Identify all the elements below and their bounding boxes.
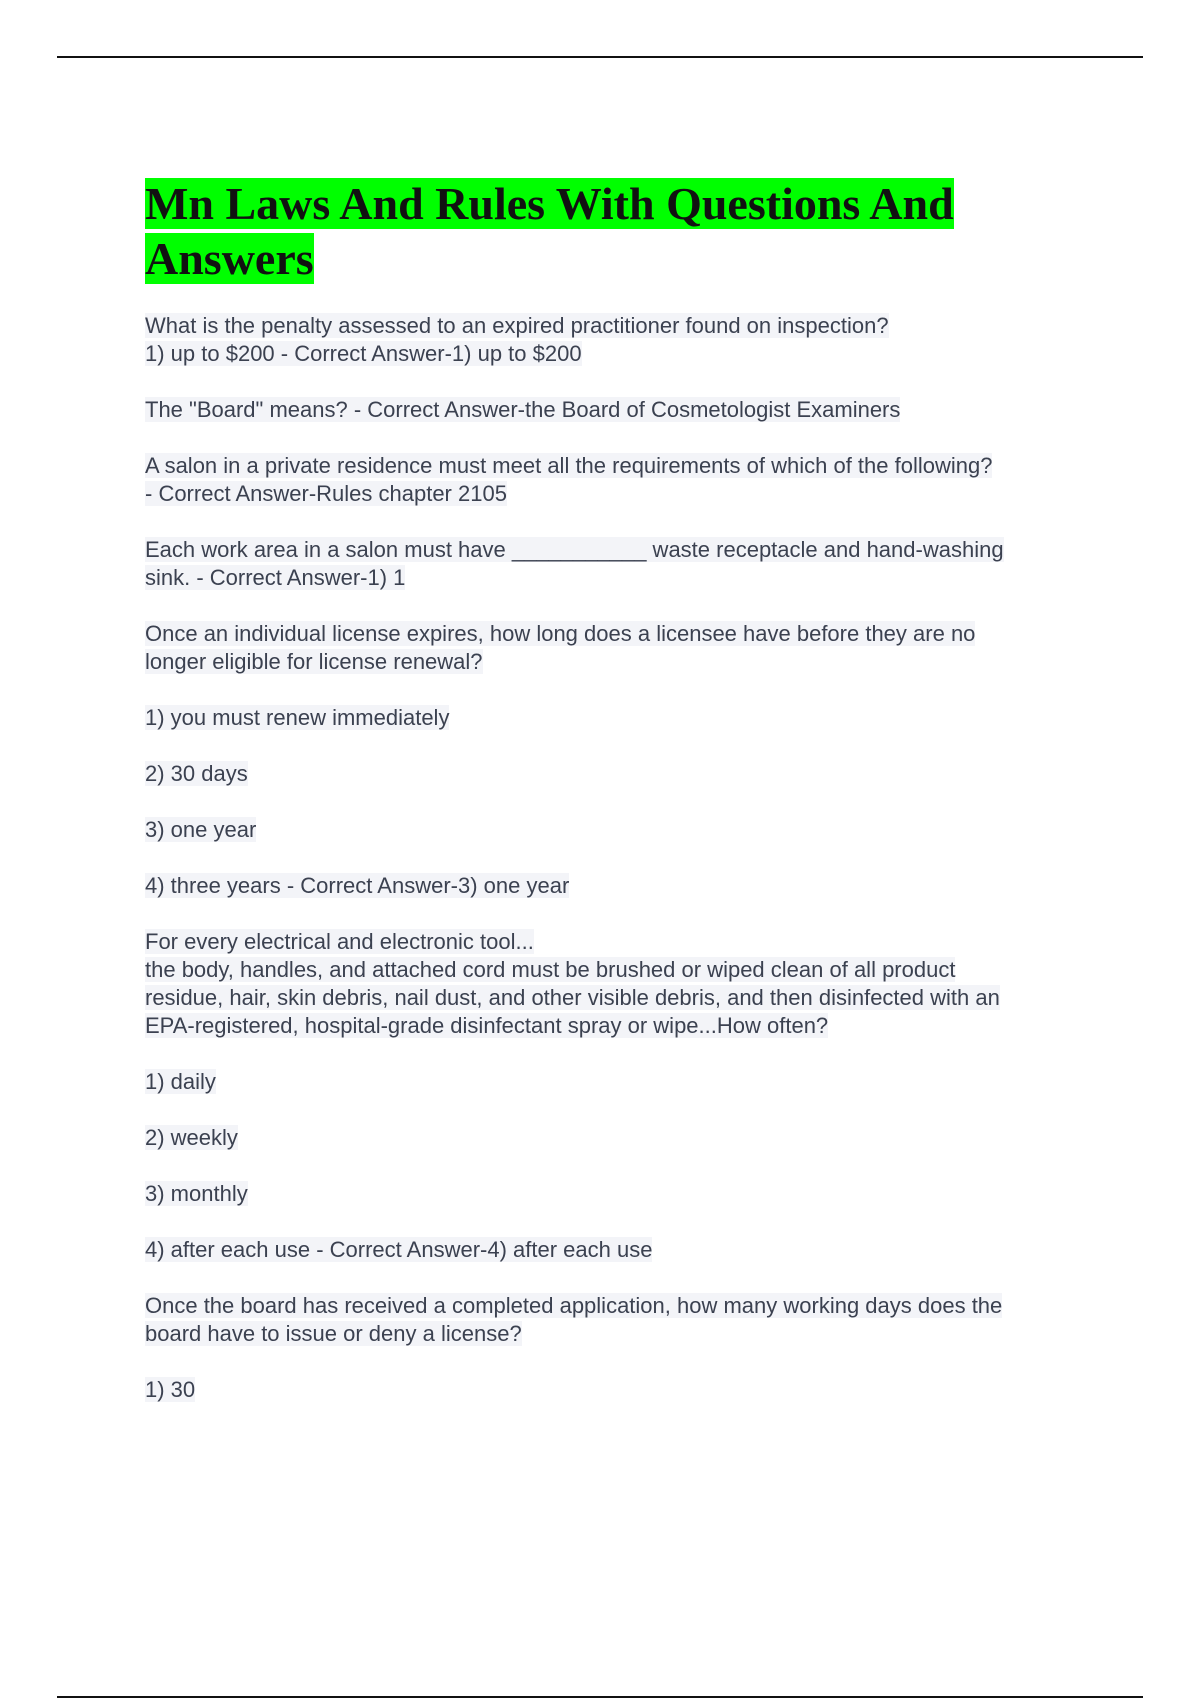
paragraph-line	[145, 1180, 1105, 1208]
paragraph-line	[145, 340, 1105, 368]
paragraph-line	[145, 1124, 1105, 1152]
paragraph-line	[145, 312, 1105, 340]
qa-paragraph	[145, 760, 1105, 788]
paragraph-line-text: For every electrical and electronic tool...	[145, 929, 534, 954]
paragraph-line-text: 1) daily	[145, 1069, 216, 1094]
paragraph-line	[145, 648, 1105, 676]
qa-paragraph	[145, 1068, 1105, 1096]
qa-paragraph	[145, 1236, 1105, 1264]
paragraph-line	[145, 1068, 1105, 1096]
paragraph-line-text: 2) 30 days	[145, 761, 248, 786]
document-title	[145, 176, 1105, 286]
paragraph-line-text: board have to issue or deny a license?	[145, 1321, 522, 1346]
paragraph-line-text: The "Board" means? - Correct Answer-the Board of Cosmetologist Examiners	[145, 397, 901, 422]
paragraph-line	[145, 1292, 1105, 1320]
qa-paragraph	[145, 1124, 1105, 1152]
paragraph-line-text: 1) up to $200 - Correct Answer-1) up to $200	[145, 341, 582, 366]
paragraph-line-text: - Correct Answer-Rules chapter 2105	[145, 481, 507, 506]
paragraph-line-text: Once an individual license expires, how long does a licensee have before they are no	[145, 621, 976, 646]
paragraph-line	[145, 816, 1105, 844]
paragraph-line-text: sink. - Correct Answer-1) 1	[145, 565, 406, 590]
document-title-text: Mn Laws And Rules With Questions And Answers	[145, 178, 954, 284]
qa-paragraph	[145, 620, 1105, 676]
qa-paragraph	[145, 704, 1105, 732]
paragraph-line-text: the body, handles, and attached cord must be brushed or wiped clean of all product	[145, 957, 956, 982]
paragraph-line-text: residue, hair, skin debris, nail dust, and other visible debris, and then disinfected with an	[145, 985, 1000, 1010]
paragraph-line	[145, 1012, 1105, 1040]
document-body	[145, 176, 1105, 1432]
top-rule	[57, 56, 1143, 58]
paragraph-line-text: 1) you must renew immediately	[145, 705, 450, 730]
paragraph-line	[145, 872, 1105, 900]
paragraph-line-text: 3) monthly	[145, 1181, 248, 1206]
qa-paragraph	[145, 928, 1105, 1040]
paragraph-line-text: 2) weekly	[145, 1125, 238, 1150]
paragraph-line	[145, 564, 1105, 592]
qa-paragraph	[145, 1376, 1105, 1404]
paragraph-line-text: What is the penalty assessed to an expired practitioner found on inspection?	[145, 313, 889, 338]
qa-paragraph	[145, 1292, 1105, 1348]
paragraph-line-text: 1) 30	[145, 1377, 196, 1402]
qa-paragraph	[145, 816, 1105, 844]
paragraph-line	[145, 928, 1105, 956]
paragraph-line	[145, 1236, 1105, 1264]
qa-list	[145, 312, 1105, 1404]
paragraph-line	[145, 1320, 1105, 1348]
qa-paragraph	[145, 1180, 1105, 1208]
paragraph-line	[145, 704, 1105, 732]
paragraph-line	[145, 396, 1105, 424]
paragraph-line-text: Each work area in a salon must have ___________ waste receptacle and hand-washing	[145, 537, 1004, 562]
paragraph-line-text: 3) one year	[145, 817, 257, 842]
paragraph-line	[145, 620, 1105, 648]
paragraph-line-text: A salon in a private residence must meet all the requirements of which of the following?	[145, 453, 993, 478]
paragraph-line	[145, 452, 1105, 480]
qa-paragraph	[145, 396, 1105, 424]
paragraph-line	[145, 984, 1105, 1012]
bottom-rule	[57, 1696, 1143, 1698]
qa-paragraph	[145, 536, 1105, 592]
paragraph-line-text: Once the board has received a completed application, how many working days does the	[145, 1293, 1003, 1318]
paragraph-line-text: 4) three years - Correct Answer-3) one year	[145, 873, 570, 898]
paragraph-line	[145, 956, 1105, 984]
paragraph-line	[145, 480, 1105, 508]
qa-paragraph	[145, 452, 1105, 508]
paragraph-line-text: EPA-registered, hospital-grade disinfectant spray or wipe...How often?	[145, 1013, 829, 1038]
qa-paragraph	[145, 312, 1105, 368]
paragraph-line-text: 4) after each use - Correct Answer-4) after each use	[145, 1237, 653, 1262]
paragraph-line	[145, 1376, 1105, 1404]
paragraph-line-text: longer eligible for license renewal?	[145, 649, 483, 674]
paragraph-line	[145, 760, 1105, 788]
paragraph-line	[145, 536, 1105, 564]
qa-paragraph	[145, 872, 1105, 900]
